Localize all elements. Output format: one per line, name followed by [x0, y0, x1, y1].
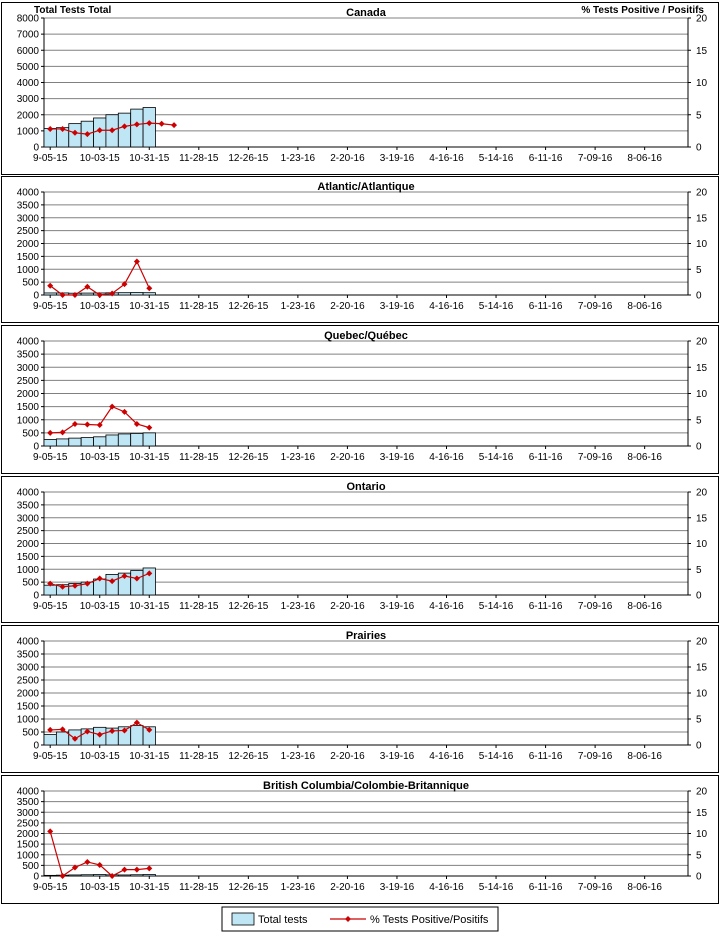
chart-panel: [2, 776, 719, 904]
y-tick-label: 4000: [16, 78, 39, 89]
chart-panel: [2, 626, 719, 773]
y-tick-label: 2500: [16, 226, 39, 238]
y-tick-label: 1500: [16, 551, 39, 563]
y-tick-label: 2000: [16, 688, 39, 700]
bar: [143, 293, 155, 295]
x-tick-label: 3-19-16: [379, 301, 415, 312]
y2-tick-label: 5: [696, 714, 702, 726]
x-tick-label: 2-20-16: [330, 452, 365, 463]
y-tick-label: 2500: [16, 526, 39, 538]
bar: [118, 113, 130, 147]
x-tick-label: 11-28-15: [179, 601, 219, 612]
y-tick-label: 3500: [16, 200, 39, 212]
y-tick-label: 500: [22, 428, 39, 440]
x-tick-label: 9-05-15: [32, 882, 68, 893]
y-tick-label: 1000: [16, 415, 39, 427]
y-tick-label: 3500: [16, 797, 39, 809]
y-tick-label: 1500: [16, 251, 39, 263]
y2-tick-label: 15: [696, 513, 708, 525]
x-tick-label: 5-14-16: [478, 751, 514, 762]
x-tick-label: 5-14-16: [478, 882, 514, 893]
x-tick-label: 6-11-16: [528, 452, 563, 463]
legend-bar-label: Total tests: [258, 914, 308, 926]
y-tick-label: 2000: [16, 539, 39, 550]
x-tick-label: 7-09-16: [577, 882, 613, 893]
x-tick-label: 3-19-16: [379, 882, 415, 893]
x-tick-label: 8-06-16: [627, 301, 662, 312]
bar: [106, 574, 118, 595]
chart-title: Quebec/Québec: [324, 330, 408, 342]
bar: [44, 439, 56, 446]
x-tick-label: 1-23-16: [280, 601, 316, 612]
bar: [69, 875, 81, 876]
y2-tick-label: 0: [696, 142, 702, 154]
chart-title: Prairies: [345, 630, 387, 642]
x-tick-label: 3-19-16: [379, 601, 415, 612]
y-tick-label: 3000: [16, 513, 39, 525]
y2-tick-label: 20: [696, 13, 708, 25]
bar: [44, 585, 56, 595]
x-tick-label: 3-19-16: [379, 452, 415, 463]
bar: [81, 293, 93, 295]
y2-tick-label: 20: [696, 487, 708, 499]
x-tick-label: 8-06-16: [627, 153, 662, 164]
y-tick-label: 2500: [16, 818, 39, 830]
x-tick-label: 1-23-16: [280, 301, 316, 312]
x-tick-label: 9-05-15: [32, 301, 68, 312]
x-tick-label: 7-09-16: [577, 452, 613, 463]
y-tick-label: 6000: [16, 45, 39, 57]
y-tick-label: 3000: [16, 662, 39, 674]
x-tick-label: 10-03-15: [79, 601, 120, 612]
y-tick-label: 5000: [16, 61, 39, 73]
x-tick-label: 7-09-16: [577, 601, 613, 612]
y-tick-label: 0: [33, 871, 39, 883]
bar: [131, 875, 143, 876]
x-tick-label: 5-14-16: [478, 301, 514, 312]
legend-line-label: % Tests Positive/Positifs: [370, 914, 489, 926]
bar: [56, 732, 68, 745]
x-tick-label: 6-11-16: [528, 751, 563, 762]
y2-tick-label: 20: [696, 187, 708, 199]
y2-tick-label: 10: [696, 78, 708, 89]
y-tick-label: 1000: [16, 564, 39, 576]
chart-title: British Columbia/Colombie-Britannique: [263, 780, 469, 792]
x-tick-label: 3-19-16: [379, 751, 415, 762]
x-tick-label: 12-26-15: [228, 153, 269, 164]
x-tick-label: 1-23-16: [280, 751, 316, 762]
x-tick-label: 8-06-16: [627, 601, 662, 612]
y2-tick-label: 15: [696, 45, 708, 57]
bar: [131, 293, 143, 295]
x-tick-label: 10-31-15: [129, 452, 170, 463]
y-tick-label: 4000: [16, 636, 39, 648]
y-tick-label: 500: [22, 860, 39, 872]
bar: [69, 438, 81, 446]
y-tick-label: 1500: [16, 701, 39, 713]
bar: [44, 875, 56, 876]
y2-tick-label: 0: [696, 740, 702, 752]
y-tick-label: 3000: [16, 807, 39, 819]
y-tick-label: 2500: [16, 675, 39, 687]
y-tick-label: 1000: [16, 850, 39, 862]
chart-panel: [2, 477, 719, 623]
bar: [143, 107, 155, 147]
x-tick-label: 11-28-15: [179, 153, 219, 164]
x-tick-label: 2-20-16: [330, 882, 365, 893]
bar: [81, 875, 93, 876]
y2-tick-label: 5: [696, 264, 702, 276]
bar: [94, 437, 106, 446]
y-tick-label: 3000: [16, 94, 39, 106]
bar: [94, 875, 106, 876]
y2-tick-label: 15: [696, 662, 708, 674]
x-tick-label: 1-23-16: [280, 882, 316, 893]
y-tick-label: 8000: [16, 13, 39, 25]
x-tick-label: 1-23-16: [280, 452, 316, 463]
bar: [131, 433, 143, 446]
x-tick-label: 11-28-15: [179, 882, 219, 893]
bar: [118, 875, 130, 876]
y2-tick-label: 5: [696, 850, 702, 862]
y-tick-label: 0: [33, 441, 39, 453]
x-tick-label: 2-20-16: [330, 601, 365, 612]
y-tick-label: 2000: [16, 389, 39, 400]
y2-tick-label: 5: [696, 564, 702, 576]
x-tick-label: 6-11-16: [528, 882, 563, 893]
bar: [106, 435, 118, 446]
x-tick-label: 6-11-16: [528, 301, 563, 312]
x-tick-label: 4-16-16: [429, 882, 464, 893]
x-tick-label: 10-03-15: [79, 751, 120, 762]
y-tick-label: 4000: [16, 487, 39, 499]
y2-tick-label: 0: [696, 871, 702, 883]
bar: [44, 293, 56, 295]
x-tick-label: 4-16-16: [429, 153, 464, 164]
x-tick-label: 12-26-15: [228, 452, 269, 463]
x-tick-label: 4-16-16: [429, 751, 464, 762]
x-tick-label: 8-06-16: [627, 751, 662, 762]
y2-tick-label: 5: [696, 110, 702, 122]
x-tick-label: 6-11-16: [528, 601, 563, 612]
x-tick-label: 9-05-15: [32, 601, 68, 612]
bar: [131, 109, 143, 147]
x-tick-label: 4-16-16: [429, 601, 464, 612]
y-tick-label: 1000: [16, 264, 39, 276]
bar: [118, 434, 130, 446]
y-tick-label: 500: [22, 277, 39, 289]
bar: [118, 293, 130, 295]
y2-tick-label: 20: [696, 336, 708, 348]
y-tick-label: 7000: [16, 29, 39, 41]
y2-tick-label: 10: [696, 829, 708, 840]
x-tick-label: 3-19-16: [379, 153, 415, 164]
y-tick-label: 3500: [16, 500, 39, 512]
x-tick-label: 2-20-16: [330, 153, 365, 164]
bar: [131, 726, 143, 746]
y-tick-label: 3500: [16, 649, 39, 661]
y2-tick-label: 15: [696, 807, 708, 819]
y-tick-label: 0: [33, 142, 39, 154]
x-tick-label: 6-11-16: [528, 153, 563, 164]
y-axis-title: Total Tests Total: [34, 5, 112, 16]
x-tick-label: 4-16-16: [429, 301, 464, 312]
chart-panel: [2, 177, 719, 323]
y-tick-label: 2000: [16, 110, 39, 122]
bar: [81, 438, 93, 446]
y2-tick-label: 15: [696, 213, 708, 225]
x-tick-label: 10-31-15: [129, 882, 170, 893]
y-tick-label: 500: [22, 727, 39, 739]
x-tick-label: 8-06-16: [627, 882, 662, 893]
x-tick-label: 9-05-15: [32, 452, 68, 463]
x-tick-label: 12-26-15: [228, 751, 269, 762]
y-tick-label: 4000: [16, 187, 39, 199]
y-tick-label: 0: [33, 590, 39, 602]
x-tick-label: 2-20-16: [330, 751, 365, 762]
y2-tick-label: 20: [696, 786, 708, 798]
x-tick-label: 10-03-15: [79, 153, 120, 164]
y-tick-label: 1000: [16, 714, 39, 726]
chart-title: Ontario: [346, 481, 386, 493]
x-tick-label: 11-28-15: [179, 751, 219, 762]
y-tick-label: 2000: [16, 239, 39, 250]
y-tick-label: 4000: [16, 786, 39, 798]
x-tick-label: 10-31-15: [129, 751, 170, 762]
bar: [143, 875, 155, 876]
x-tick-label: 11-28-15: [179, 301, 219, 312]
bar: [56, 439, 68, 446]
y-tick-label: 500: [22, 577, 39, 589]
y-tick-label: 4000: [16, 336, 39, 348]
y-tick-label: 2500: [16, 375, 39, 387]
x-tick-label: 9-05-15: [32, 153, 68, 164]
y-tick-label: 3000: [16, 362, 39, 374]
legend-bar-swatch: [232, 913, 254, 925]
y-tick-label: 3500: [16, 349, 39, 361]
chart-title: Canada: [346, 7, 386, 19]
y-tick-label: 1000: [16, 126, 39, 138]
chart-panel: [2, 326, 719, 474]
y-tick-label: 2000: [16, 829, 39, 840]
x-tick-label: 2-20-16: [330, 301, 365, 312]
bar: [131, 571, 143, 595]
x-tick-label: 1-23-16: [280, 153, 316, 164]
x-tick-label: 10-03-15: [79, 301, 120, 312]
y-tick-label: 0: [33, 740, 39, 752]
chart-panel: [2, 3, 719, 175]
x-tick-label: 4-16-16: [429, 452, 464, 463]
y-tick-label: 1500: [16, 402, 39, 414]
x-tick-label: 5-14-16: [478, 452, 514, 463]
x-tick-label: 10-31-15: [129, 153, 170, 164]
x-tick-label: 5-14-16: [478, 601, 514, 612]
x-tick-label: 11-28-15: [179, 452, 219, 463]
y2-axis-title: % Tests Positive / Positifs: [581, 5, 704, 16]
y2-tick-label: 10: [696, 688, 708, 700]
x-tick-label: 8-06-16: [627, 452, 662, 463]
x-tick-label: 9-05-15: [32, 751, 68, 762]
x-tick-label: 10-03-15: [79, 882, 120, 893]
x-tick-label: 7-09-16: [577, 301, 613, 312]
x-tick-label: 12-26-15: [228, 882, 269, 893]
y2-tick-label: 10: [696, 539, 708, 550]
x-tick-label: 10-31-15: [129, 301, 170, 312]
y2-tick-label: 10: [696, 239, 708, 250]
y2-tick-label: 20: [696, 636, 708, 648]
x-tick-label: 7-09-16: [577, 751, 613, 762]
y2-tick-label: 0: [696, 290, 702, 302]
x-tick-label: 10-31-15: [129, 601, 170, 612]
x-tick-label: 10-03-15: [79, 452, 120, 463]
bar: [143, 433, 155, 446]
y2-tick-label: 5: [696, 415, 702, 427]
y-tick-label: 3000: [16, 213, 39, 225]
legend: [222, 907, 498, 931]
bar: [44, 735, 56, 745]
x-tick-label: 7-09-16: [577, 153, 613, 164]
y2-tick-label: 0: [696, 590, 702, 602]
x-tick-label: 5-14-16: [478, 153, 514, 164]
x-tick-label: 12-26-15: [228, 601, 269, 612]
y2-tick-label: 15: [696, 362, 708, 374]
y2-tick-label: 10: [696, 389, 708, 400]
y2-tick-label: 0: [696, 441, 702, 453]
chart-title: Atlantic/Atlantique: [317, 181, 415, 193]
x-tick-label: 12-26-15: [228, 301, 269, 312]
y-tick-label: 0: [33, 290, 39, 302]
y-tick-label: 1500: [16, 839, 39, 851]
